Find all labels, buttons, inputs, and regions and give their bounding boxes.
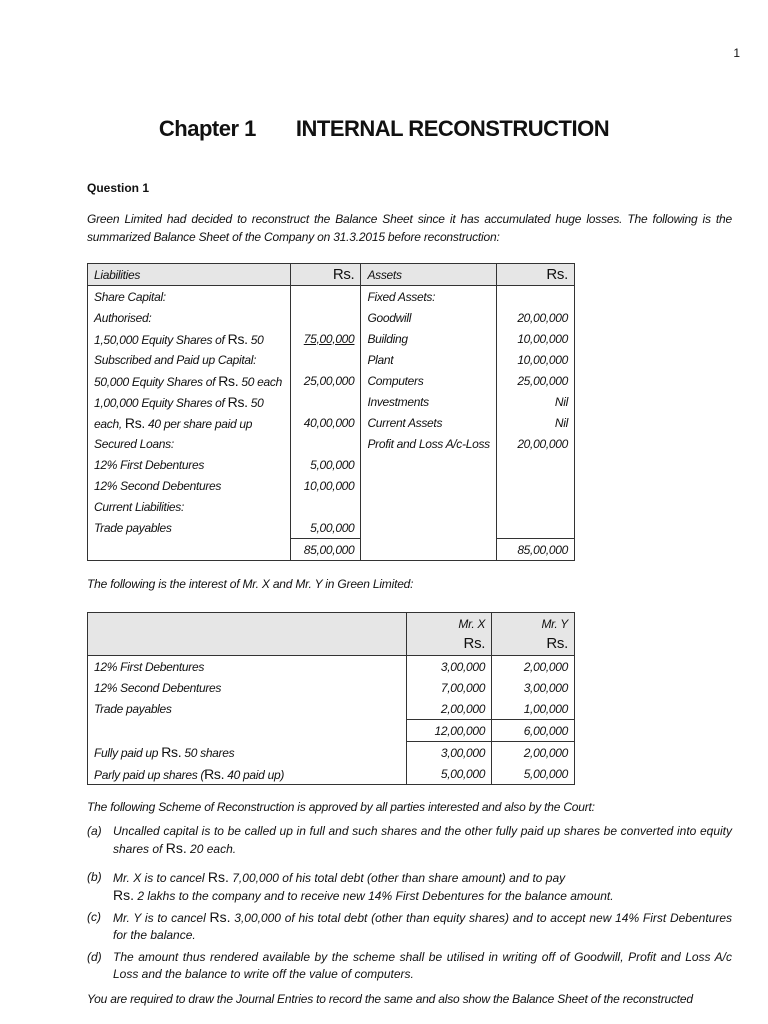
mr-y-amount: 2,00,000	[492, 742, 575, 764]
interest-share-row	[88, 742, 575, 764]
interest-label: 12% Second Debentures	[88, 677, 407, 698]
mr-x-amount: 7,00,000	[407, 677, 492, 698]
mr-x-amount: 3,00,000	[407, 742, 492, 764]
asset-label: Goodwill	[361, 307, 496, 328]
asset-label: Plant	[361, 349, 496, 370]
liability-amount	[290, 349, 361, 370]
mr-y-amount: 5,00,000	[492, 763, 575, 785]
total-assets: 85,00,000	[496, 539, 574, 561]
liability-amount	[290, 433, 361, 454]
balance-sheet-row	[88, 496, 575, 517]
liability-amount: 5,00,000	[290, 454, 361, 475]
asset-amount	[496, 496, 574, 517]
asset-amount	[496, 286, 574, 308]
scheme-item-label: (d)	[87, 950, 102, 964]
balance-sheet-row	[88, 286, 575, 308]
liability-label: 1,50,000 Equity Shares of Rs. 50	[88, 328, 291, 349]
liability-label: 50,000 Equity Shares of Rs. 50 each	[88, 370, 291, 391]
asset-amount: 20,00,000	[496, 307, 574, 328]
liability-amount: 5,00,000	[290, 517, 361, 539]
asset-amount	[496, 475, 574, 496]
asset-label	[361, 496, 496, 517]
mr-x-amount: 12,00,000	[407, 720, 492, 742]
asset-label	[361, 454, 496, 475]
header-assets: Assets	[361, 264, 496, 286]
header-rs-assets: Rs.	[546, 266, 568, 283]
balance-sheet-row	[88, 307, 575, 328]
header-rs-y: Rs.	[546, 635, 568, 652]
interest-subtotal-row	[88, 720, 575, 742]
liability-label: Share Capital:	[88, 286, 291, 308]
header-liabilities: Liabilities	[88, 264, 291, 286]
asset-label: Current Assets	[361, 412, 496, 433]
asset-amount: 20,00,000	[496, 433, 574, 454]
liability-amount: 75,00,000	[290, 328, 361, 349]
asset-label: Investments	[361, 391, 496, 412]
interest-header	[88, 613, 575, 656]
balance-sheet-row	[88, 517, 575, 539]
asset-label	[361, 475, 496, 496]
mr-y-amount: 2,00,000	[492, 656, 575, 678]
question-heading: Question 1	[87, 181, 150, 195]
scheme-item	[87, 823, 732, 858]
liability-label: Secured Loans:	[88, 433, 291, 454]
scheme-item-label: (b)	[87, 870, 102, 884]
liability-label: Authorised:	[88, 307, 291, 328]
header-mr-x: Mr. X	[458, 617, 486, 631]
header-mr-y: Mr. Y	[541, 617, 568, 631]
mr-y-amount: 1,00,000	[492, 698, 575, 720]
mr-y-amount: 6,00,000	[492, 720, 575, 742]
interest-label: Parly paid up shares (Rs. 40 paid up)	[88, 763, 407, 785]
scheme-item-text: Mr. Y is to cancel Rs. 3,00,000 of his total debt (other than equity shares) and to accept new 14% First Debentures for the balance.	[113, 909, 733, 942]
liability-amount: 10,00,000	[290, 475, 361, 496]
balance-sheet-row	[88, 454, 575, 475]
interest-label: Fully paid up Rs. 50 shares	[88, 742, 407, 764]
scheme-item-label: (c)	[87, 910, 101, 924]
asset-label: Building	[361, 328, 496, 349]
balance-sheet-table	[87, 263, 575, 561]
balance-sheet-row	[88, 370, 575, 391]
mr-x-amount: 5,00,000	[407, 763, 492, 785]
interest-share-row	[88, 763, 575, 785]
interest-table	[87, 612, 575, 785]
liability-label: Current Liabilities:	[88, 496, 291, 517]
asset-amount: 10,00,000	[496, 328, 574, 349]
liability-amount	[290, 307, 361, 328]
interest-row	[88, 698, 575, 720]
interest-intro: The following is the interest of Mr. X and Mr. Y in Green Limited:	[87, 577, 414, 591]
interest-row	[88, 656, 575, 678]
scheme-item	[87, 869, 732, 905]
balance-sheet-total-row	[88, 539, 575, 561]
asset-amount: 10,00,000	[496, 349, 574, 370]
chapter-number: Chapter 1	[158, 116, 256, 141]
asset-amount: Nil	[496, 391, 574, 412]
asset-label	[361, 517, 496, 539]
scheme-item-label: (a)	[87, 824, 102, 838]
liability-label: 1,00,000 Equity Shares of Rs. 50	[88, 391, 291, 412]
balance-sheet-header	[88, 264, 575, 286]
mr-x-amount: 3,00,000	[407, 656, 492, 678]
liability-amount	[290, 286, 361, 308]
liability-amount: 25,00,000	[290, 370, 361, 391]
header-rs-liabilities: Rs.	[332, 266, 355, 283]
scheme-item	[87, 909, 732, 944]
asset-amount	[496, 454, 574, 475]
scheme-item-text: The amount thus rendered available by the scheme shall be utilised in writing off of Goodwill, Profit and Loss A/c Loss and the balance to write off the value of computers.	[113, 950, 732, 981]
closing-paragraph: You are required to draw the Journal Entries to record the same and also show the Balance Sheet of the reconstructed	[87, 992, 693, 1006]
balance-sheet-row	[88, 433, 575, 454]
scheme-item	[87, 949, 732, 983]
liability-label: 12% Second Debentures	[88, 475, 291, 496]
asset-label: Fixed Assets:	[361, 286, 496, 308]
scheme-item-text: Uncalled capital is to be called up in full and such shares and the other fully paid up shares be converted into equity shares of Rs. 20 each.	[113, 824, 732, 856]
balance-sheet-row	[88, 328, 575, 349]
interest-label	[88, 720, 407, 742]
asset-label: Computers	[361, 370, 496, 391]
balance-sheet-row	[88, 412, 575, 433]
balance-sheet-row	[88, 391, 575, 412]
asset-amount: 25,00,000	[496, 370, 574, 391]
liability-amount	[290, 496, 361, 517]
liability-label: 12% First Debentures	[88, 454, 291, 475]
balance-sheet-row	[88, 475, 575, 496]
scheme-item-text: Mr. X is to cancel Rs. 7,00,000 of his total debt (other than share amount) and to pay Rs. 2 lakhs to the company and to receive new 14% First Debentures for the balance amount.	[113, 869, 614, 903]
mr-y-amount: 3,00,000	[492, 677, 575, 698]
chapter-title: INTERNAL RECONSTRUCTION	[295, 116, 610, 141]
liability-label: each, Rs. 40 per share paid up	[88, 412, 291, 433]
interest-row	[88, 677, 575, 698]
scheme-intro: The following Scheme of Reconstruction is approved by all parties interested and also by the Court:	[87, 800, 595, 814]
total-liabilities: 85,00,000	[290, 539, 361, 561]
header-rs-x: Rs.	[463, 635, 486, 652]
liability-amount	[290, 391, 361, 412]
asset-amount	[496, 517, 574, 539]
liability-label: Trade payables	[88, 517, 291, 539]
asset-amount: Nil	[496, 412, 574, 433]
liability-amount: 40,00,000	[290, 412, 361, 433]
mr-x-amount: 2,00,000	[407, 698, 492, 720]
chapter-heading	[0, 116, 768, 142]
intro-paragraph: Green Limited had decided to reconstruct the Balance Sheet since it has accumulated huge losses. The following is the summarized Balance Sheet of the Company on 31.3.2015 before reconstruction:	[87, 212, 732, 244]
liability-label: Subscribed and Paid up Capital:	[88, 349, 291, 370]
interest-label: Trade payables	[88, 698, 407, 720]
balance-sheet-row	[88, 349, 575, 370]
page-number: 1	[733, 46, 740, 60]
asset-label: Profit and Loss A/c-Loss	[361, 433, 496, 454]
interest-label: 12% First Debentures	[88, 656, 407, 678]
